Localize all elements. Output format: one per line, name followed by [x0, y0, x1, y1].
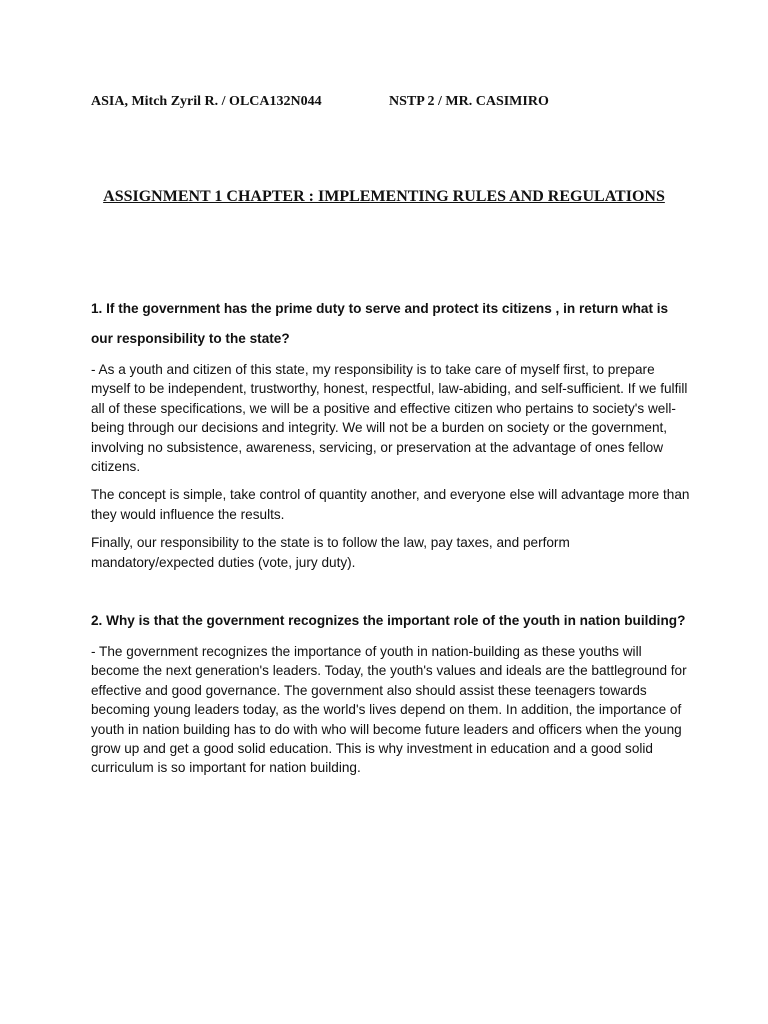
question-section-1 [91, 294, 691, 572]
answer-1-paragraph-3: Finally, our responsibility to the state is to follow the law, pay taxes, and perform mandatory/expected duties (vote, jury duty). [91, 535, 570, 570]
question-section-2 [91, 606, 691, 778]
document-header [91, 94, 549, 110]
answer-1-paragraph-2: The concept is simple, take control of quantity another, and everyone else will advantage more than they would influence the results. [91, 487, 690, 522]
course-info: NSTP 2 / MR. CASIMIRO [389, 94, 549, 109]
student-info: ASIA, Mitch Zyril R. / OLCA132N044 [91, 94, 322, 109]
question-1: 1. If the government has the prime duty to serve and protect its citizens , in return what is our responsibility to the state? [91, 301, 669, 346]
answer-1-paragraph-1: - As a youth and citizen of this state, my responsibility is to take care of myself first, to prepare myself to be independent, trustworthy, honest, respectful, law-abiding, and self-sufficient. If we fulfill all of these specifications, we will be a positive and effective citizen who pertains to society's well-being through our decisions and integrity. We will not be a burden on society or the government, involving no subsistence, awareness, servicing, or preservation at the advantage of ones fellow citizens. [91, 362, 688, 475]
answer-2-paragraph-1: - The government recognizes the importance of youth in nation-building as these youths will become the next generation's leaders. Today, the youth's values and ideals are the battleground for effective and good governance. The government also should assist these teenagers towards becoming young leaders today, as the world's lives depend on them. In addition, the importance of youth in nation building has to do with who will become future leaders and officers when the young grow up and get a good solid education. This is why investment in education and a good solid curriculum is so important for nation building. [91, 644, 687, 776]
question-2: 2. Why is that the government recognizes the important role of the youth in nation building? [91, 613, 686, 628]
document-title: ASSIGNMENT 1 CHAPTER : IMPLEMENTING RULES AND REGULATIONS [103, 188, 665, 205]
